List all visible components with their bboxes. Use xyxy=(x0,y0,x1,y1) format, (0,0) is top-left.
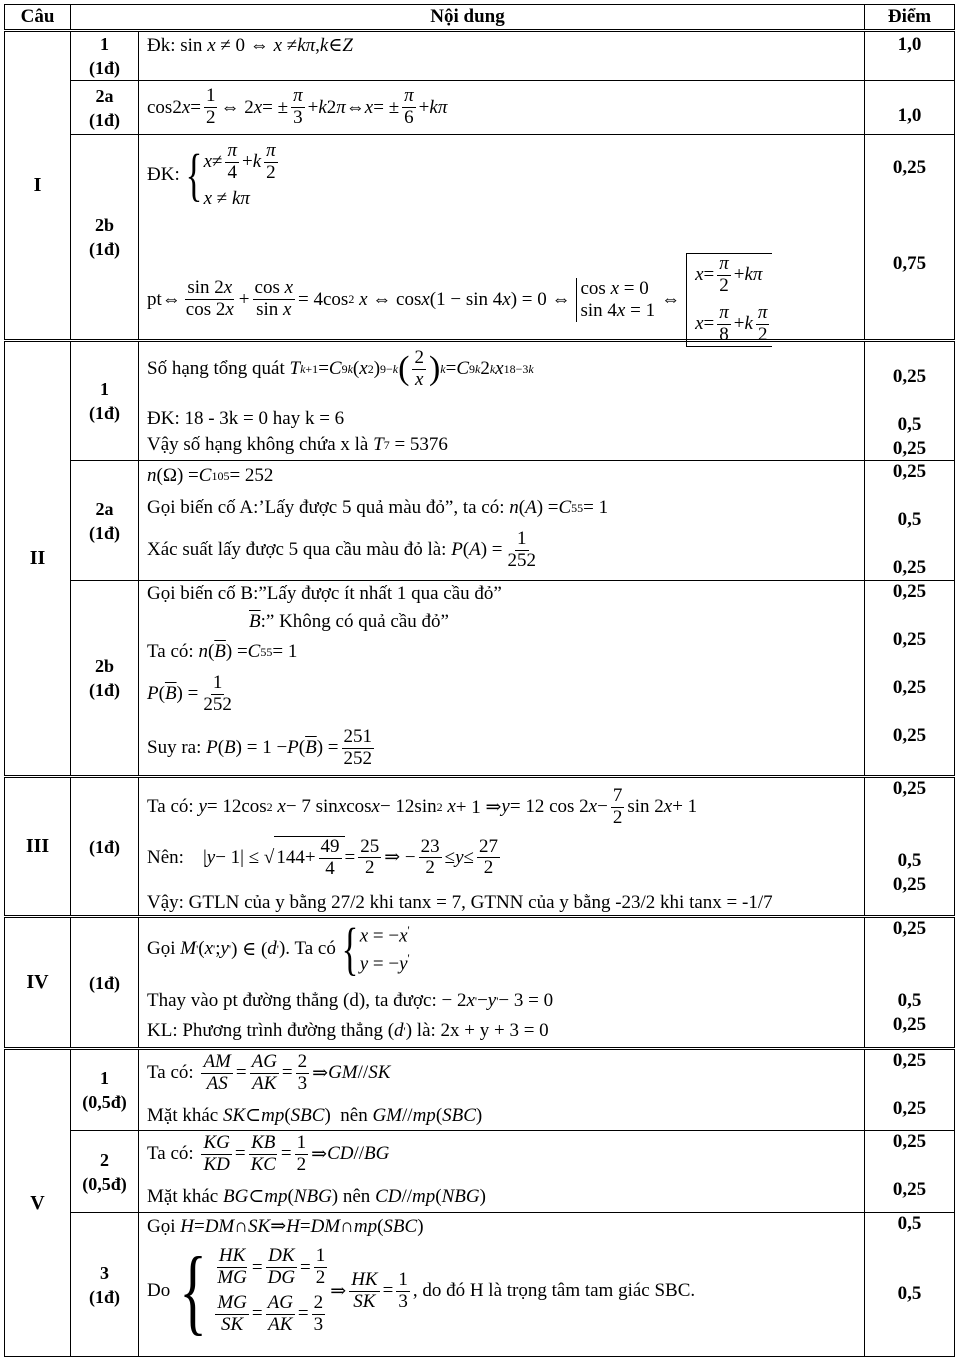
content-V-1: Ta có: AM AS = AG AK = 2 3 ⇒ GM // SK Mặt khác SK ⊂ mp ( SBC ) nên GM // mp ( SBC ) xyxy=(139,1049,865,1131)
content-I-2a: cos2 x = 1 2 ⇔ 2 x = ± π 3 + k 2 π ⇔ x = ± π 6 + kπ xyxy=(139,81,865,135)
content-II-2a: n (Ω) = C 10 5 = 252 Gọi biến cố A:’Lấy được 5 quả màu đỏ”, ta có: n ( A ) = C 5 5 = 1 Xác suất lấy được 5 qua cầu màu đỏ là: P ( A ) = 1 252 xyxy=(139,461,865,581)
part-label-II: II xyxy=(5,341,71,777)
content-V-2: Ta có: KG KD = KB KC = 1 2 ⇒ CD // BG Mặt khác BG ⊂ mp ( NBG ) nên CD // mp ( NBG ) xyxy=(139,1131,865,1213)
header-cau: Câu xyxy=(5,5,71,31)
score-IV: 0,25 0,5 0,25 xyxy=(865,917,955,1049)
question-II-1: 1 (1đ) xyxy=(71,341,139,461)
question-I-2a: 2a (1đ) xyxy=(71,81,139,135)
header-diem: Điểm xyxy=(865,5,955,31)
content-II-1: Số hạng tổng quát T k+1 = C 9 k ( x 2 ) 9−k ( 2 x ) k = C 9 k 2 k x 18−3k ĐK: 18 - 3k = 0 hay k = 6 Vậy số hạng không chứa x là T 7 = 5376 xyxy=(139,341,865,461)
score-V-1: 0,25 0,25 xyxy=(865,1049,955,1131)
score-V-3: 0,5 0,5 xyxy=(865,1213,955,1357)
score-I-2a: 1,0 xyxy=(865,81,955,135)
score-V-2: 0,25 0,25 xyxy=(865,1131,955,1213)
content-IV: Gọi M ' ( x ' ; y ' ) ∈ ( d ' ) . Ta có { x = −x' y = −y' Thay vào pt đường thẳng (d), ta được: − 2 x ' − y ' − 3 = 0 KL: Phương trình đường thẳng ( d ' ) là: 2x + y + 3 = 0 xyxy=(139,917,865,1049)
part-label-IV: IV xyxy=(5,917,71,1049)
score-III: 0,25 0,5 0,25 xyxy=(865,777,955,917)
question-V-3: 3 (1đ) xyxy=(71,1213,139,1357)
score-I-1: 1,0 xyxy=(865,31,955,81)
score-II-2a: 0,25 0,5 0,25 xyxy=(865,461,955,581)
question-V-1: 1 (0,5đ) xyxy=(71,1049,139,1131)
question-I-2b: 2b (1đ) xyxy=(71,135,139,341)
score-II-2b: 0,25 0,25 0,25 0,25 xyxy=(865,581,955,777)
question-II-2b: 2b (1đ) xyxy=(71,581,139,777)
question-IV: (1đ) xyxy=(71,917,139,1049)
content-I-2b: ĐK: { x ≠ π 4 + k π 2 x ≠ kπ pt ⇔ sin 2x cos 2x + cos x sin x = 4cos 2 x ⇔ cos x (1 − sin 4 x ) = 0 ⇔ cos x = 0 sin 4x = 1 ⇔ x = π 2 + kπ x = π 8 + k π 2 xyxy=(139,135,865,341)
part-label-V: V xyxy=(5,1049,71,1357)
score-II-1: 0,25 0,5 0,25 xyxy=(865,341,955,461)
content-III: Ta có: y = 12cos 2 x − 7 sin x cos x − 12sin 2 x + 1 ⇒ y = 12 cos 2 x − 7 2 sin 2 x + 1 Nên: | y − 1| ≤ √ 144+ 49 4 = 25 2 ⇒ − 23 2 ≤ y ≤ 27 2 Vậy: GTLN của y bằng 27/2 khi tanx = 7, GTNN của y bằng -23/2 khi tanx = -1/7 xyxy=(139,777,865,917)
question-II-2a: 2a (1đ) xyxy=(71,461,139,581)
part-label-I: I xyxy=(5,31,71,341)
question-V-2: 2 (0,5đ) xyxy=(71,1131,139,1213)
content-V-3: Gọi H = DM ∩ SK ⇒ H = DM ∩ mp ( SBC ) Do { HK MG = DK DG = 1 2 MG SK = AG AK = 2 3 ⇒ HK SK = 1 3 , do đó H là trọng tâm tam giác SBC. xyxy=(139,1213,865,1357)
part-label-III: III xyxy=(5,777,71,917)
answer-table xyxy=(4,4,955,1357)
question-III: (1đ) xyxy=(71,777,139,917)
header-noidung: Nội dung xyxy=(71,5,865,31)
question-I-1: 1 (1đ) xyxy=(71,31,139,81)
content-II-2b: Gọi biến cố B:”Lấy được ít nhất 1 qua cầu đỏ” $\overline{B}$ :” Không có quả cầu đỏ” Ta có: n ( $\overline{B}$ ) = C 5 5 = 1 P ( $\overline{B}$ ) = 1 252 Suy ra: P ( B ) = 1 − P ( $\overline{B}$ ) = 251 252 xyxy=(139,581,865,777)
content-I-1: Đk: sin x ≠ 0 ⇔ x ≠ kπ , k ∈ Z xyxy=(139,31,865,81)
score-I-2b: 0,25 0,75 xyxy=(865,135,955,341)
